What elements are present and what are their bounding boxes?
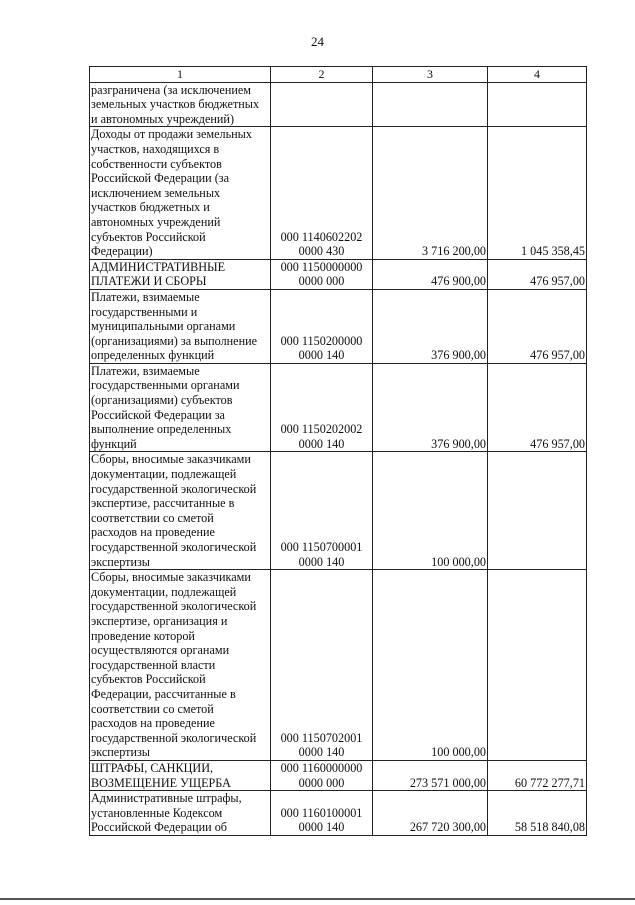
- row-code-cell: [271, 127, 373, 259]
- row-plan-amount-cell: [373, 760, 488, 790]
- row-actual-amount-cell: [488, 791, 587, 836]
- row-actual-amount-cell: [488, 289, 587, 363]
- row-name-cell-text: Доходы от продажи земельных участков, находящихся в собственности субъектов Российской Федерации (за исключением земельных участков бюджетных и автономных учреждений субъектов Российской Федерации): [91, 127, 252, 259]
- row-name-cell: [90, 363, 271, 452]
- row-code-cell-text: 000 1150700001 0000 140: [280, 540, 363, 569]
- row-plan-amount-cell: [373, 570, 488, 761]
- row-name-cell: [90, 289, 271, 363]
- row-name-cell: [90, 127, 271, 259]
- row-name-cell-text: Платежи, взимаемые государственными и муниципальными органами (организациями) за выполнение определенных функций: [91, 289, 258, 363]
- table-row: [90, 570, 587, 761]
- row-name-cell: [90, 259, 271, 289]
- column-header-3: 3: [373, 67, 488, 83]
- row-actual-amount-cell: [488, 82, 587, 127]
- table-row: [90, 82, 587, 127]
- page-number: 24: [311, 34, 324, 49]
- row-code-cell: [271, 452, 373, 570]
- row-name-cell: [90, 570, 271, 761]
- row-code-cell: [271, 82, 373, 127]
- row-plan-amount-cell-text: 376 900,00: [431, 436, 486, 451]
- row-code-cell: [271, 760, 373, 790]
- row-code-cell-text: 000 1150000000 0000 000: [280, 259, 363, 289]
- row-plan-amount-cell: [373, 452, 488, 570]
- budget-table: [89, 66, 587, 836]
- row-plan-amount-cell: [373, 363, 488, 452]
- row-actual-amount-cell-text: 476 957,00: [530, 348, 585, 363]
- row-code-cell-text: 000 1140602202 0000 430: [280, 229, 363, 259]
- row-name-cell: [90, 791, 271, 836]
- row-name-cell-text: разграничена (за исключением земельных участков бюджетных и автономных учреждений): [91, 82, 260, 126]
- row-code-cell: [271, 289, 373, 363]
- table-row: [90, 760, 587, 790]
- row-plan-amount-cell: [373, 791, 488, 836]
- row-actual-amount-cell-text: 476 957,00: [530, 436, 585, 451]
- row-actual-amount-cell-text: 60 772 277,71: [514, 775, 585, 790]
- row-code-cell-text: 000 1150200000 0000 140: [280, 333, 363, 363]
- table-row: [90, 127, 587, 259]
- row-code-cell: [271, 363, 373, 452]
- table-row: [90, 289, 587, 363]
- row-code-cell: [271, 570, 373, 761]
- column-number-row: [90, 67, 587, 83]
- row-plan-amount-cell-text: 476 900,00: [431, 274, 486, 289]
- table-row: [90, 363, 587, 452]
- row-actual-amount-cell: [488, 127, 587, 259]
- row-plan-amount-cell: [373, 289, 488, 363]
- row-name-cell: [90, 82, 271, 127]
- row-plan-amount-cell: [373, 82, 488, 127]
- row-plan-amount-cell: [373, 259, 488, 289]
- row-actual-amount-cell: [488, 570, 587, 761]
- row-plan-amount-cell-text: 100 000,00: [431, 745, 486, 760]
- row-actual-amount-cell: [488, 452, 587, 570]
- row-plan-amount-cell: [373, 127, 488, 259]
- row-code-cell: [271, 259, 373, 289]
- row-name-cell-text: Сборы, вносимые заказчиками документации, подлежащей государственной экологической экспертизе, рассчитанные в соответствии со сметой расходов на проведение государственной экологической экспертизы: [91, 452, 257, 569]
- row-name-cell-text: ШТРАФЫ, САНКЦИИ, ВОЗМЕЩЕНИЕ УЩЕРБА: [91, 760, 231, 790]
- row-plan-amount-cell-text: 376 900,00: [431, 348, 486, 363]
- table-row: [90, 452, 587, 570]
- bottom-scan-edge: [0, 898, 635, 900]
- row-actual-amount-cell: [488, 259, 587, 289]
- row-name-cell: [90, 452, 271, 570]
- row-actual-amount-cell-text: 58 518 840,08: [514, 820, 585, 835]
- row-plan-amount-cell-text: 273 571 000,00: [409, 775, 486, 790]
- row-plan-amount-cell-text: 267 720 300,00: [409, 820, 486, 835]
- row-code-cell-text: 000 1150702001 0000 140: [280, 730, 363, 760]
- row-name-cell: [90, 760, 271, 790]
- row-name-cell-text: Сборы, вносимые заказчиками документации, подлежащей государственной экологической экспертизе, организация и проведение которой осуществляются органами государственной власти субъектов Российской Федерации, рассчитанные в соответствии со сметой расходов на проведение государственной экологической экспертизы: [91, 570, 257, 760]
- row-actual-amount-cell-text: 1 045 358,45: [521, 244, 585, 259]
- table-row: [90, 259, 587, 289]
- row-name-cell-text: АДМИНИСТРАТИВНЫЕ ПЛАТЕЖИ И СБОРЫ: [91, 259, 226, 289]
- row-code-cell: [271, 791, 373, 836]
- column-header-1: 1: [90, 67, 271, 83]
- row-actual-amount-cell-text: 476 957,00: [530, 274, 585, 289]
- column-header-4: 4: [488, 67, 587, 83]
- row-actual-amount-cell: [488, 363, 587, 452]
- row-name-cell-text: Платежи, взимаемые государственными органами (организациями) субъектов Российской Федерации за выполнение определенных функций: [91, 363, 240, 451]
- row-name-cell-text: Административные штрафы, установленные Кодексом Российской Федерации об: [91, 791, 242, 835]
- table-row: [90, 791, 587, 836]
- row-actual-amount-cell: [488, 760, 587, 790]
- column-header-2: 2: [271, 67, 373, 83]
- row-code-cell-text: 000 1150202002 0000 140: [280, 422, 363, 451]
- row-code-cell-text: 000 1160100001 0000 140: [280, 805, 363, 835]
- row-code-cell-text: 000 1160000000 0000 000: [280, 760, 363, 790]
- row-plan-amount-cell-text: 3 716 200,00: [422, 244, 486, 259]
- row-plan-amount-cell-text: 100 000,00: [431, 554, 486, 569]
